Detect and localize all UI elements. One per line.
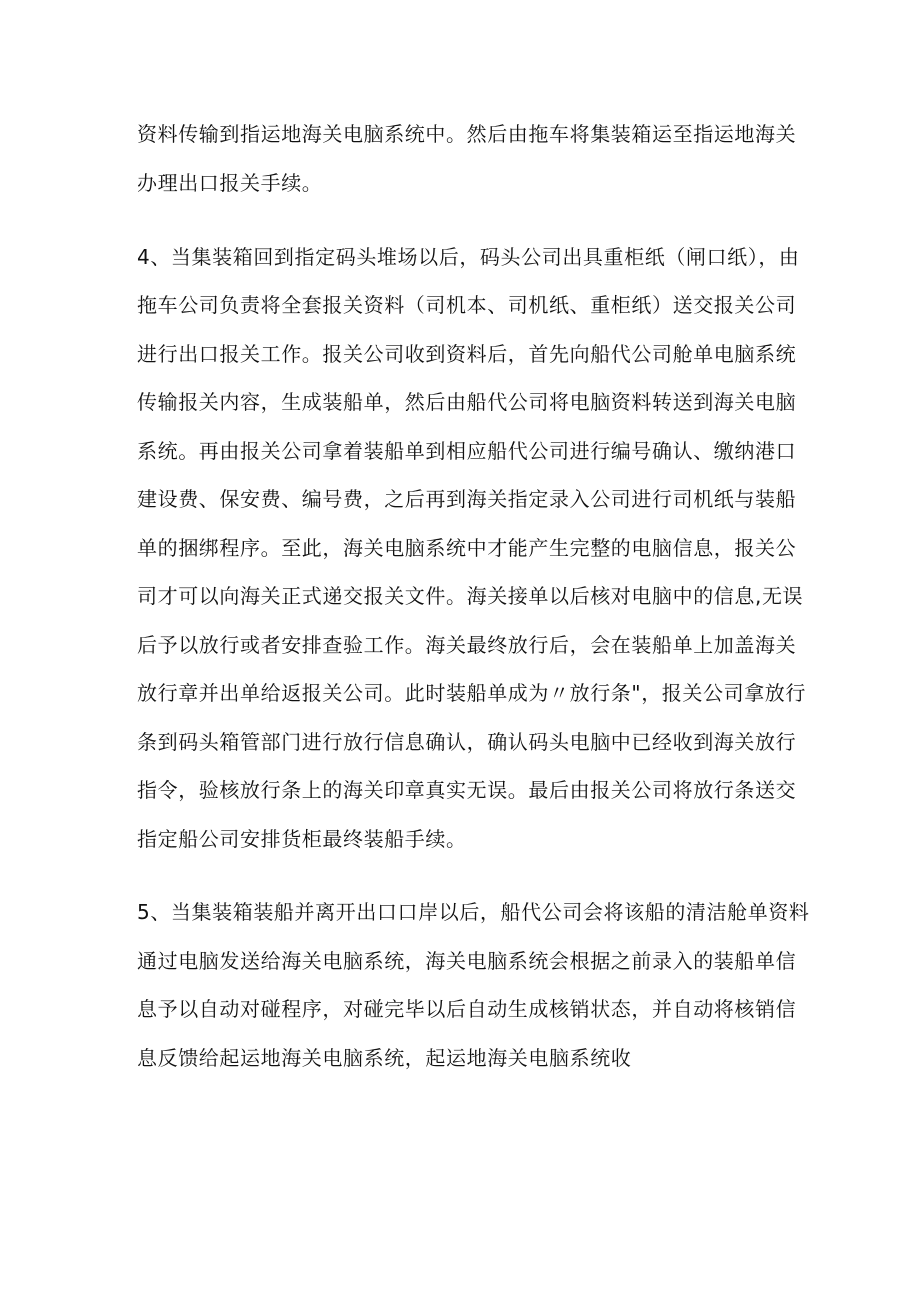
text-line: 条到码头箱管部门进行放行信息确认，确认码头电脑中已经收到海关放行 bbox=[137, 730, 797, 754]
text-line: 单的捆绑程序。至此，海关电脑系统中才能产生完整的电脑信息，报关公 bbox=[137, 536, 797, 560]
text-line: 放行章并出单给返报关公司。此时装船单成为〃放行条"，报关公司拿放行 bbox=[137, 681, 806, 705]
text-line: 指定船公司安排货柜最终装船手续。 bbox=[137, 827, 467, 851]
text-line: 指令，验核放行条上的海关印章真实无误。最后由报关公司将放行条送交 bbox=[137, 778, 797, 802]
text-line: 进行出口报关工作。报关公司收到资料后，首先向船代公司舱单电脑系统 bbox=[137, 342, 797, 366]
text-line: 系统。再由报关公司拿着装船单到相应船代公司进行编号确认、缴纳港口 bbox=[137, 439, 797, 463]
text-line: 办理出口报关手续。 bbox=[137, 171, 323, 195]
text-line: 通过电脑发送给海关电脑系统，海关电脑系统会根据之前录入的装船单信 bbox=[137, 949, 797, 973]
text-line: 5、当集装箱装船并离开出口口岸以后，船代公司会将该船的清洁舱单资料 bbox=[137, 900, 810, 924]
text-line: 息反馈给起运地海关电脑系统，起运地海关电脑系统收 bbox=[137, 1046, 632, 1070]
text-line: 息予以自动对碰程序，对碰完毕以后自动生成核销状态，并自动将核销信 bbox=[137, 997, 797, 1021]
text-line: 4、当集装箱回到指定码头堆场以后，码头公司出具重柜纸（闸口纸），由 bbox=[137, 245, 800, 269]
text-line: 传输报关内容，生成装船单，然后由船代公司将电脑资料转送到海关电脑 bbox=[137, 390, 797, 414]
text-line: 资料传输到指运地海关电脑系统中。然后由拖车将集装箱运至指运地海关 bbox=[137, 122, 797, 146]
text-line: 建设费、保安费、编号费，之后再到海关指定录入公司进行司机纸与装船 bbox=[137, 487, 797, 511]
text-line: 后予以放行或者安排查验工作。海关最终放行后，会在装船单上加盖海关 bbox=[137, 633, 797, 657]
text-line: 司才可以向海关正式递交报关文件。海关接单以后核对电脑中的信息,无误 bbox=[137, 584, 804, 608]
text-line: 拖车公司负责将全套报关资料（司机本、司机纸、重柜纸）送交报关公司 bbox=[137, 293, 797, 317]
